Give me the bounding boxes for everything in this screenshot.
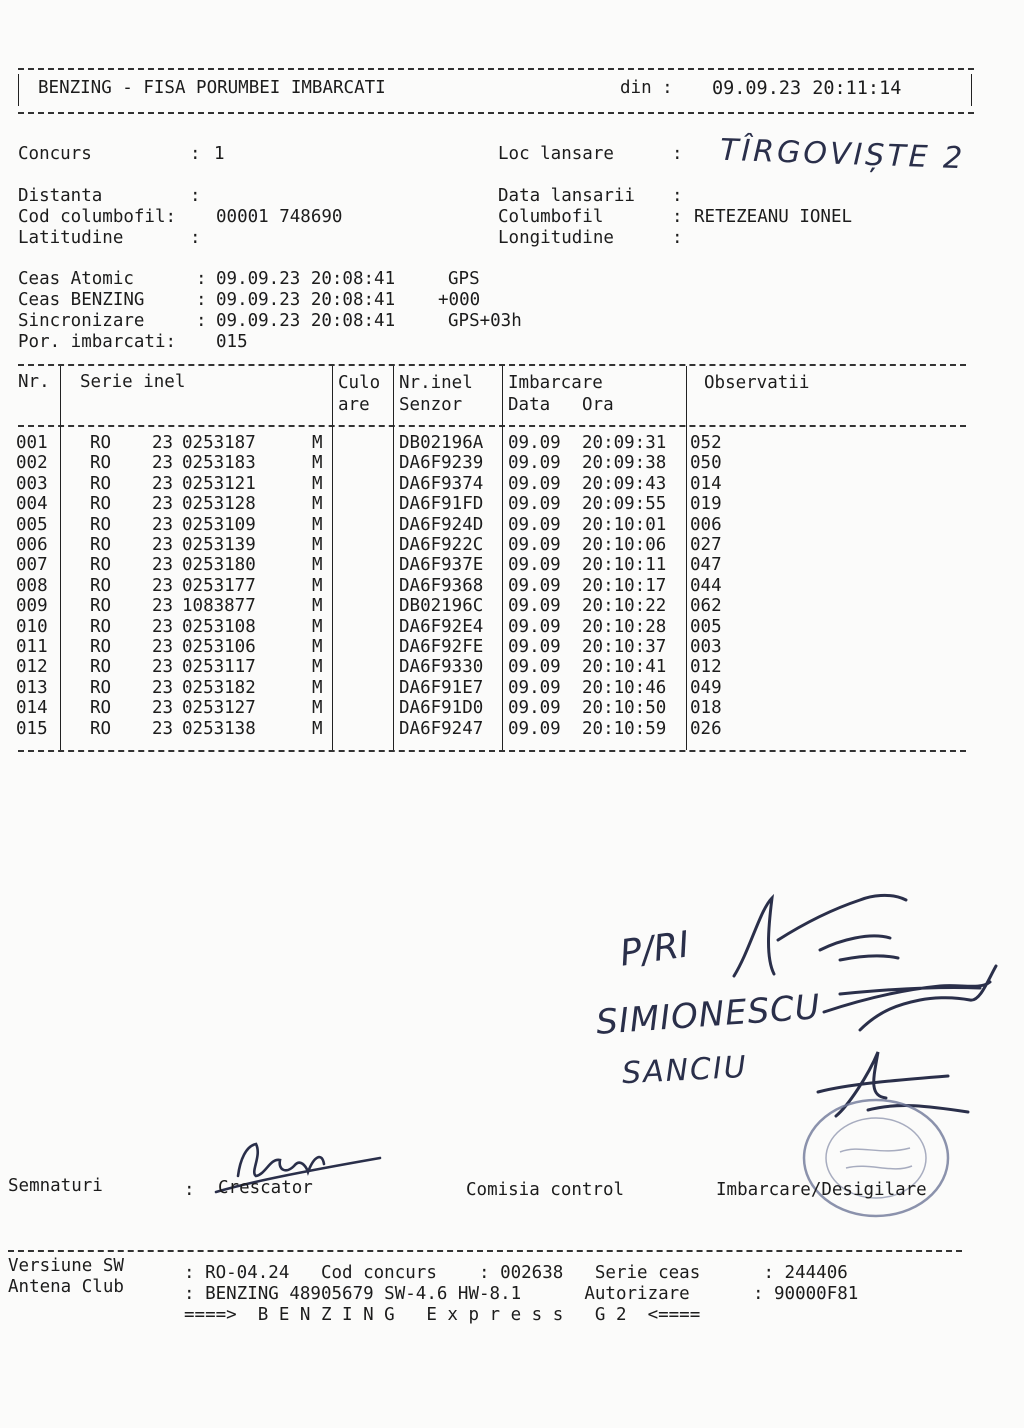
versiune-sw-label: Versiune SW	[8, 1256, 124, 1276]
row-serial: 0253177	[182, 575, 256, 596]
report-date-label: din :	[620, 78, 673, 98]
row-country: RO	[90, 494, 112, 515]
row-time: 20:10:17	[582, 575, 667, 596]
row-sex: M	[312, 657, 323, 678]
th-imbarcare: Imbarcare	[508, 373, 603, 393]
row-sex: M	[312, 575, 323, 596]
distanta-sep: :	[190, 186, 201, 206]
row-observation: 062	[690, 596, 722, 617]
row-sensor: DA6F9247	[399, 718, 484, 739]
footer-line-2: : BENZING 48905679 SW-4.6 HW-8.1 Autorizare : 90000F81	[184, 1284, 859, 1304]
concurs-value: 1	[214, 144, 225, 164]
row-year: 23	[152, 555, 174, 576]
clock-datetime: 09.09.23 20:08:41	[216, 311, 396, 331]
concurs-label: Concurs	[18, 144, 92, 164]
row-country: RO	[90, 616, 112, 637]
imbarcare-desigilare-label: Imbarcare/Desigilare	[716, 1180, 927, 1200]
columbofil-label: Columbofil	[498, 207, 604, 227]
longitudine-sep: :	[672, 228, 683, 248]
row-year: 23	[152, 698, 174, 719]
row-time: 20:09:55	[582, 494, 667, 515]
row-time: 20:10:50	[582, 698, 667, 719]
row-sensor: DA6F92FE	[399, 637, 484, 657]
row-nr: 015	[16, 718, 48, 739]
row-year: 23	[152, 473, 174, 494]
row-date: 09.09	[508, 453, 561, 474]
row-nr: 002	[16, 453, 48, 474]
th-senzor: Senzor	[399, 395, 463, 415]
row-serial: 0253138	[182, 718, 256, 739]
row-date: 09.09	[508, 535, 561, 555]
footer-line-1: : RO-04.24 Cod concurs : 002638 Serie ceas : 244406	[184, 1263, 848, 1283]
row-sex: M	[312, 514, 323, 535]
report-title: BENZING - FISA PORUMBEI IMBARCATI	[38, 78, 386, 98]
th-nr: Nr.	[18, 372, 50, 392]
row-observation: 049	[690, 677, 722, 698]
row-sex: M	[312, 698, 323, 719]
row-nr: 005	[16, 514, 48, 535]
row-nr: 009	[16, 596, 48, 617]
row-serial: 0253182	[182, 677, 256, 698]
row-nr: 010	[16, 616, 48, 637]
row-time: 20:10:06	[582, 535, 667, 555]
row-serial: 0253183	[182, 453, 256, 474]
distanta-label: Distanta	[18, 186, 103, 206]
row-country: RO	[90, 453, 112, 474]
row-time: 20:09:31	[582, 433, 667, 453]
row-nr: 014	[16, 698, 48, 719]
row-sex: M	[312, 494, 323, 515]
columbofil-sep: :	[672, 207, 683, 227]
clock-label: Sincronizare	[18, 311, 145, 331]
clock-sep: :	[196, 290, 207, 310]
footer-rule	[8, 1250, 962, 1252]
row-sex: M	[312, 535, 323, 555]
row-year: 23	[152, 596, 174, 617]
row-date: 09.09	[508, 514, 561, 535]
semnaturi-sep: :	[184, 1180, 195, 1200]
row-sensor: DA6F91D0	[399, 698, 484, 719]
row-country: RO	[90, 718, 112, 739]
crescator-label: Crescator	[218, 1178, 313, 1198]
row-nr: 007	[16, 555, 48, 576]
row-sex: M	[312, 718, 323, 739]
row-nr: 001	[16, 433, 48, 453]
row-sensor: DB02196A	[399, 433, 484, 453]
row-observation: 050	[690, 453, 722, 474]
row-date: 09.09	[508, 494, 561, 515]
signature-text-pri: P/RI	[617, 924, 692, 975]
row-observation: 044	[690, 575, 722, 596]
latitudine-sep: :	[190, 228, 201, 248]
row-sex: M	[312, 473, 323, 494]
row-sensor: DA6F91E7	[399, 677, 484, 698]
row-year: 23	[152, 616, 174, 637]
table-top-rule	[18, 364, 966, 366]
row-time: 20:10:37	[582, 637, 667, 657]
row-nr: 006	[16, 535, 48, 555]
signature-text-sanciu: SANCIU	[621, 1049, 749, 1092]
row-observation: 005	[690, 616, 722, 637]
row-country: RO	[90, 637, 112, 657]
table-bottom-rule	[18, 750, 966, 752]
clock-datetime: 09.09.23 20:08:41	[216, 269, 396, 289]
row-year: 23	[152, 433, 174, 453]
row-nr: 012	[16, 657, 48, 678]
row-time: 20:10:28	[582, 616, 667, 637]
header-top-rule	[18, 68, 974, 70]
row-serial: 1083877	[182, 596, 256, 617]
row-serial: 0253139	[182, 535, 256, 555]
row-observation: 006	[690, 514, 722, 535]
th-serie-inel: Serie inel	[80, 372, 186, 392]
row-time: 20:10:41	[582, 657, 667, 678]
row-sensor: DA6F92E4	[399, 616, 484, 637]
report-date-value: 09.09.23 20:11:14	[712, 78, 902, 99]
row-serial: 0253127	[182, 698, 256, 719]
row-year: 23	[152, 453, 174, 474]
col-divider-culoare	[393, 366, 394, 750]
row-observation: 019	[690, 494, 722, 515]
th-ora: Ora	[582, 395, 614, 415]
row-serial: 0253106	[182, 637, 256, 657]
row-date: 09.09	[508, 433, 561, 453]
row-sensor: DA6F9368	[399, 575, 484, 596]
row-sex: M	[312, 596, 323, 617]
row-observation: 018	[690, 698, 722, 719]
row-observation: 003	[690, 637, 722, 657]
row-date: 09.09	[508, 657, 561, 678]
row-sex: M	[312, 637, 323, 657]
col-divider-serie	[332, 366, 333, 750]
loc-lansare-sep: :	[672, 144, 683, 164]
row-nr: 013	[16, 677, 48, 698]
row-serial: 0253180	[182, 555, 256, 576]
clock-label: Ceas BENZING	[18, 290, 145, 310]
row-time: 20:09:38	[582, 453, 667, 474]
row-date: 09.09	[508, 555, 561, 576]
row-year: 23	[152, 637, 174, 657]
row-date: 09.09	[508, 698, 561, 719]
header-bottom-rule	[18, 112, 974, 114]
row-country: RO	[90, 698, 112, 719]
row-sensor: DA6F9239	[399, 453, 484, 474]
clock-extra: GPS+03h	[448, 311, 522, 331]
row-sex: M	[312, 677, 323, 698]
row-sex: M	[312, 453, 323, 474]
row-time: 20:10:01	[582, 514, 667, 535]
clock-sep: :	[196, 311, 207, 331]
row-nr: 003	[16, 473, 48, 494]
row-nr: 004	[16, 494, 48, 515]
th-culoare-1: Culo	[338, 373, 381, 393]
antena-club-label: Antena Club	[8, 1277, 124, 1297]
cod-columbofil-label: Cod columbofil:	[18, 207, 177, 227]
row-country: RO	[90, 473, 112, 494]
row-country: RO	[90, 596, 112, 617]
por-imbarcati-label: Por. imbarcati:	[18, 332, 177, 352]
data-lansarii-label: Data lansarii	[498, 186, 635, 206]
th-culoare-2: are	[338, 395, 370, 415]
row-time: 20:10:11	[582, 555, 667, 576]
row-observation: 047	[690, 555, 722, 576]
row-serial: 0253128	[182, 494, 256, 515]
row-observation: 014	[690, 473, 722, 494]
row-year: 23	[152, 535, 174, 555]
col-divider-senzor	[502, 366, 503, 750]
row-sensor: DA6F91FD	[399, 494, 484, 515]
row-date: 09.09	[508, 473, 561, 494]
row-time: 20:10:59	[582, 718, 667, 739]
club-stamp	[800, 1096, 960, 1226]
row-time: 20:10:46	[582, 677, 667, 698]
row-observation: 027	[690, 535, 722, 555]
row-country: RO	[90, 555, 112, 576]
col-divider-nr	[60, 366, 61, 750]
concurs-sep: :	[190, 144, 201, 164]
row-country: RO	[90, 677, 112, 698]
clock-sep: :	[196, 269, 207, 289]
th-observatii: Observatii	[704, 373, 810, 393]
row-country: RO	[90, 575, 112, 596]
row-year: 23	[152, 718, 174, 739]
comisia-control-label: Comisia control	[466, 1180, 625, 1200]
por-imbarcati-value: 015	[216, 332, 248, 352]
row-country: RO	[90, 514, 112, 535]
clock-label: Ceas Atomic	[18, 269, 134, 289]
row-time: 20:10:22	[582, 596, 667, 617]
clock-extra: +000	[438, 290, 481, 310]
row-year: 23	[152, 514, 174, 535]
row-serial: 0253117	[182, 657, 256, 678]
row-nr: 011	[16, 637, 48, 657]
signature-text-simionescu: SIMIONESCU	[594, 987, 822, 1043]
row-serial: 0253121	[182, 473, 256, 494]
th-nr-inel: Nr.inel	[399, 373, 473, 393]
row-year: 23	[152, 677, 174, 698]
row-serial: 0253108	[182, 616, 256, 637]
clock-extra: GPS	[448, 269, 480, 289]
cod-columbofil-value: 00001 748690	[216, 207, 343, 227]
semnaturi-label: Semnaturi	[8, 1176, 103, 1196]
header-right-border	[971, 74, 972, 106]
row-date: 09.09	[508, 616, 561, 637]
row-sex: M	[312, 616, 323, 637]
signature-scribble-2	[820, 960, 1010, 1040]
latitudine-label: Latitudine	[18, 228, 124, 248]
row-serial: 0253187	[182, 433, 256, 453]
footer-line-3: ====> B E N Z I N G E x p r e s s G 2 <====	[184, 1305, 701, 1325]
row-date: 09.09	[508, 718, 561, 739]
longitudine-label: Longitudine	[498, 228, 614, 248]
data-lansarii-sep: :	[672, 186, 683, 206]
row-observation: 026	[690, 718, 722, 739]
row-date: 09.09	[508, 596, 561, 617]
row-sex: M	[312, 555, 323, 576]
row-sex: M	[312, 433, 323, 453]
row-year: 23	[152, 494, 174, 515]
row-observation: 012	[690, 657, 722, 678]
row-country: RO	[90, 657, 112, 678]
row-observation: 052	[690, 433, 722, 453]
row-year: 23	[152, 575, 174, 596]
row-year: 23	[152, 657, 174, 678]
row-country: RO	[90, 433, 112, 453]
row-sensor: DB02196C	[399, 596, 484, 617]
row-sensor: DA6F937E	[399, 555, 484, 576]
loc-lansare-label: Loc lansare	[498, 144, 614, 164]
row-date: 09.09	[508, 677, 561, 698]
header-left-border	[18, 74, 19, 106]
clock-datetime: 09.09.23 20:08:41	[216, 290, 396, 310]
columbofil-value: RETEZEANU IONEL	[694, 207, 853, 227]
row-serial: 0253109	[182, 514, 256, 535]
row-nr: 008	[16, 575, 48, 596]
table-header-rule	[18, 425, 966, 427]
row-date: 09.09	[508, 575, 561, 596]
row-sensor: DA6F9330	[399, 657, 484, 678]
row-date: 09.09	[508, 637, 561, 657]
th-data: Data	[508, 395, 551, 415]
row-sensor: DA6F924D	[399, 514, 484, 535]
row-sensor: DA6F922C	[399, 535, 484, 555]
col-divider-imbarcare	[686, 366, 687, 750]
row-sensor: DA6F9374	[399, 473, 484, 494]
row-time: 20:09:43	[582, 473, 667, 494]
loc-lansare-handwritten: TÎRGOVIȘTE 2	[719, 132, 966, 177]
row-country: RO	[90, 535, 112, 555]
